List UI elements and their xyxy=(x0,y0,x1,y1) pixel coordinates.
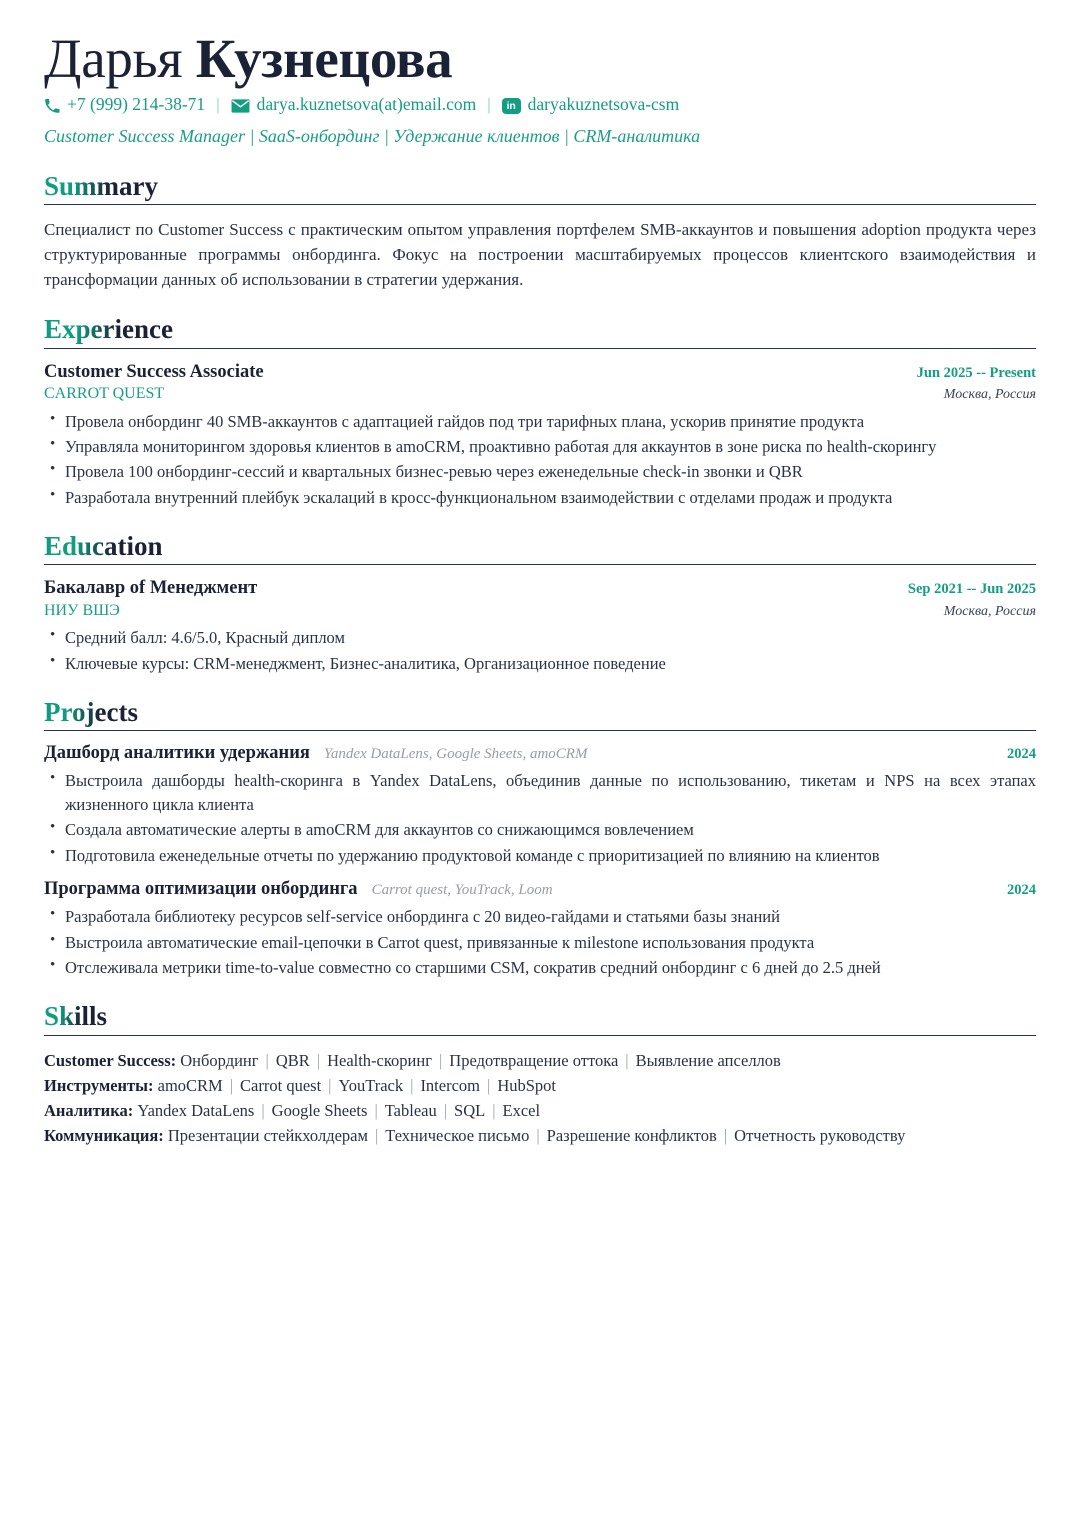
skill-item: amoCRM xyxy=(157,1075,223,1095)
list-item: • Провела 100 онбординг-сессий и квартальных бизнес-ревью через еженедельные check-in звонки и QBR xyxy=(65,460,1036,483)
section-heading-education: Education xyxy=(44,531,163,562)
experience-entry xyxy=(44,361,1036,510)
skill-row xyxy=(44,1098,1036,1123)
skill-item: Yandex DataLens xyxy=(137,1100,255,1120)
skill-item: Carrot quest xyxy=(240,1075,322,1095)
list-item: • Ключевые курсы: CRM-менеджмент, Бизнес-аналитика, Организационное поведение xyxy=(65,652,1036,675)
job-title: Customer Success Associate xyxy=(44,361,264,382)
skill-category: Аналитика: xyxy=(44,1100,134,1120)
skill-separator: | xyxy=(316,1050,321,1070)
skill-items xyxy=(158,1076,556,1095)
skill-separator: | xyxy=(723,1125,728,1145)
section-education xyxy=(44,531,1036,675)
job-location: Москва, Россия xyxy=(943,386,1036,402)
section-rule xyxy=(44,1035,1036,1036)
job-company: CARROT QUEST xyxy=(44,384,165,402)
education-sub-row xyxy=(44,601,1036,622)
project-header xyxy=(44,743,1036,764)
project-title: Программа оптимизации онбординга xyxy=(44,879,358,900)
degree-date: Sep 2021 -- Jun 2025 xyxy=(907,581,1036,598)
skill-row xyxy=(44,1048,1036,1073)
list-item: • Отслеживала метрики time-to-value совместно со старшими CSM, сократив средний онбординг с 6 дней до 2.5 дней xyxy=(65,956,1036,979)
list-item: • Выстроила дашборды health-скоринга в Yandex DataLens, объединив данные по использованию, тикетам и NPS на всех этапах жизненного цикла клиента xyxy=(65,769,1036,816)
section-summary xyxy=(44,171,1036,293)
degree-title: Бакалавр of Менеджмент xyxy=(44,578,258,599)
family-name: Кузнецова xyxy=(195,28,453,89)
contact-linkedin[interactable] xyxy=(502,94,680,115)
section-heading-summary: Summary xyxy=(44,170,158,201)
list-item: • Выстроила автоматические email-цепочки в Carrot quest, привязанные к milestone использования продукта xyxy=(65,931,1036,954)
school-name: НИУ ВШЭ xyxy=(44,601,120,619)
linkedin-text: daryakuznetsova-csm xyxy=(527,94,680,115)
contact-separator-2: | xyxy=(487,94,491,114)
project-year: 2024 xyxy=(1007,746,1036,763)
section-heading-projects: Projects xyxy=(44,697,138,728)
skill-item: HubSpot xyxy=(497,1075,556,1095)
skill-separator: | xyxy=(443,1100,448,1120)
list-item: • Провела онбординг 40 SMB-аккаунтов с адаптацией гайдов под три тарифных плана, ускорив принятие продукта xyxy=(65,410,1036,433)
skill-separator: | xyxy=(261,1100,265,1120)
project-bullets xyxy=(44,905,1036,979)
contact-line xyxy=(44,94,1036,115)
skill-row xyxy=(44,1073,1036,1098)
school-location: Москва, Россия xyxy=(943,603,1036,619)
education-title-row xyxy=(44,577,1036,600)
skill-item: Выявление апселлов xyxy=(635,1050,781,1070)
skill-item: Health-скоринг xyxy=(327,1050,432,1070)
resume-header xyxy=(44,30,1036,149)
skill-item: Отчетность руководству xyxy=(734,1125,906,1145)
phone-icon xyxy=(44,98,60,114)
skill-separator: | xyxy=(374,1125,379,1145)
project-entry xyxy=(44,743,1036,867)
list-item: • Средний балл: 4.6/5.0, Красный диплом xyxy=(65,626,1036,649)
summary-text: Специалист по Customer Success с практическим опытом управления портфелем SMB-аккаунтов и повышения adoption продукта через структурированные программы онбординга. Фокус на построении масштабируемых процессов клиентского взаимодействия и трансформации данных об использовании в стратегии удержания. xyxy=(44,219,1036,290)
email-icon xyxy=(231,99,250,113)
list-item: • Создала автоматические алерты в amoCRM для аккаунтов со снижающимся вовлечением xyxy=(65,818,1036,841)
skill-items xyxy=(168,1126,905,1145)
skill-items xyxy=(137,1101,540,1120)
skill-item: Предотвращение оттока xyxy=(449,1050,619,1070)
project-header xyxy=(44,879,1036,900)
skill-separator: | xyxy=(438,1050,443,1070)
skill-items xyxy=(180,1051,781,1070)
list-item: • Подготовила еженедельные отчеты по удержанию продуктовой команде с приоритизацией по влиянию на клиентов xyxy=(65,844,1036,867)
skill-separator: | xyxy=(229,1075,234,1095)
skill-category: Коммуникация: xyxy=(44,1125,164,1145)
section-rule xyxy=(44,204,1036,205)
section-rule xyxy=(44,564,1036,565)
skill-separator: | xyxy=(328,1075,332,1095)
skill-separator: | xyxy=(374,1100,378,1120)
job-date: Jun 2025 -- Present xyxy=(916,364,1036,381)
contact-separator: | xyxy=(216,94,220,114)
education-bullets xyxy=(44,626,1036,675)
experience-sub-row xyxy=(44,384,1036,405)
skill-category: Инструменты: xyxy=(44,1075,154,1095)
skill-item: Техническое письмо xyxy=(385,1125,530,1145)
project-stack: Yandex DataLens, Google Sheets, amoCRM xyxy=(323,746,588,763)
skill-item: Intercom xyxy=(420,1075,480,1095)
skill-separator: | xyxy=(536,1125,540,1145)
section-rule xyxy=(44,348,1036,349)
list-item: • Управляла мониторингом здоровья клиентов в amoCRM, проактивно работая для аккаунтов в зоне риска по health-скорингу xyxy=(65,435,1036,458)
list-item: • Разработала библиотеку ресурсов self-service онбординга с 20 видео-гайдами и статьями базы знаний xyxy=(65,905,1036,928)
skill-separator: | xyxy=(625,1050,629,1070)
section-skills xyxy=(44,1001,1036,1148)
project-title-group xyxy=(44,879,553,900)
skills-list xyxy=(44,1048,1036,1148)
project-bullets xyxy=(44,769,1036,867)
contact-phone[interactable] xyxy=(44,94,205,115)
project-title-group xyxy=(44,743,587,764)
skill-item: QBR xyxy=(275,1050,310,1070)
candidate-name xyxy=(44,30,1036,88)
project-title: Дашборд аналитики удержания xyxy=(44,743,310,764)
skill-item: Tableau xyxy=(384,1100,437,1120)
section-experience xyxy=(44,314,1036,509)
section-rule xyxy=(44,730,1036,731)
project-year: 2024 xyxy=(1007,882,1036,899)
skill-row xyxy=(44,1123,1036,1148)
skill-item: SQL xyxy=(454,1100,486,1120)
email-text: darya.kuznetsova(at)email.com xyxy=(256,94,477,115)
skill-separator: | xyxy=(487,1075,491,1095)
project-entry xyxy=(44,879,1036,979)
skill-item: Онбординг xyxy=(180,1050,259,1070)
job-bullets xyxy=(44,410,1036,510)
skill-item: Разрешение конфликтов xyxy=(546,1125,717,1145)
experience-title-row xyxy=(44,361,1036,384)
skill-item: Google Sheets xyxy=(271,1100,368,1120)
linkedin-icon: in xyxy=(502,98,521,114)
skill-item: YouTrack xyxy=(338,1075,404,1095)
education-entry xyxy=(44,577,1036,675)
contact-email[interactable] xyxy=(231,94,477,115)
skill-item: Excel xyxy=(502,1100,541,1120)
skill-separator: | xyxy=(492,1100,496,1120)
given-name: Дарья xyxy=(44,28,183,89)
section-projects xyxy=(44,697,1036,979)
list-item: • Разработала внутренний плейбук эскалаций в кросс-функциональном взаимодействии с отделами продаж и продукта xyxy=(65,486,1036,509)
professional-tagline: Customer Success Manager | SaaS-онбординг | Удержание клиентов | CRM-аналитика xyxy=(44,126,701,147)
skill-item: Презентации стейкхолдерам xyxy=(167,1125,368,1145)
skill-separator: | xyxy=(265,1050,269,1070)
skill-category: Customer Success: xyxy=(44,1050,177,1070)
phone-text: +7 (999) 214-38-71 xyxy=(67,94,206,115)
section-heading-experience: Experience xyxy=(44,314,173,345)
skill-separator: | xyxy=(410,1075,414,1095)
section-heading-skills: Skills xyxy=(44,1001,108,1032)
project-stack: Carrot quest, YouTrack, Loom xyxy=(371,882,553,899)
